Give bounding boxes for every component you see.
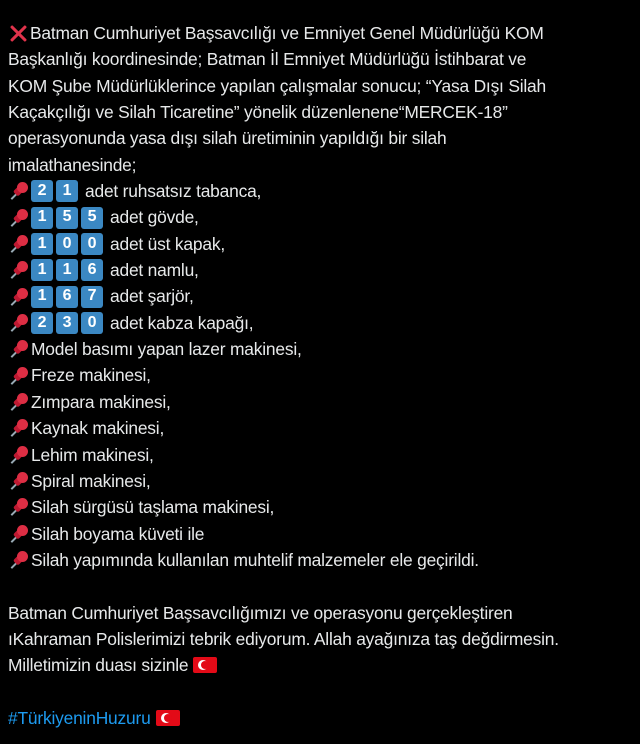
- intro-line: [8, 152, 632, 178]
- seized-item-label: Silah boyama küveti ile: [31, 523, 205, 544]
- keycap-digit: 1: [56, 259, 78, 281]
- pushpin-icon: [8, 417, 30, 439]
- hashtag-link[interactable]: #TürkiyeninHuzuru: [8, 707, 151, 728]
- intro-line: [8, 73, 632, 99]
- turkey-flag-icon: [156, 710, 180, 726]
- closing-line: [8, 626, 632, 652]
- intro-line: [8, 20, 632, 46]
- keycap-number: [31, 180, 81, 202]
- seized-item: [8, 415, 632, 441]
- seized-count-label: adet kabza kapağı,: [110, 312, 254, 333]
- seized-count-label: adet namlu,: [110, 260, 199, 281]
- seized-count-label: adet gövde,: [110, 207, 199, 228]
- keycap-number: [31, 312, 106, 334]
- seized-count-label: adet şarjör,: [110, 286, 194, 307]
- seized-item-label: Lehim makinesi,: [31, 444, 154, 465]
- pushpin-icon: [8, 233, 30, 255]
- intro-text: Kaçakçılığı ve Silah Ticaretine” yönelik düzenlenene“MERCEK-18”: [8, 102, 508, 123]
- intro-text: Başkanlığı koordinesinde; Batman İl Emniyet Müdürlüğü İstihbarat ve: [8, 49, 527, 70]
- pushpin-icon: [8, 338, 30, 360]
- keycap-digit: 0: [81, 233, 103, 255]
- seized-item-label: Model basımı yapan lazer makinesi,: [31, 339, 302, 360]
- seized-count-label: adet üst kapak,: [110, 233, 225, 254]
- seized-item-label: Silah sürgüsü taşlama makinesi,: [31, 497, 275, 518]
- seized-item: [8, 442, 632, 468]
- seized-count-item: [8, 257, 632, 283]
- seized-item: [8, 468, 632, 494]
- closing-line: [8, 652, 632, 678]
- keycap-digit: 0: [56, 233, 78, 255]
- intro-line: [8, 125, 632, 151]
- seized-count-item: [8, 204, 632, 230]
- seized-count-item: [8, 310, 632, 336]
- pushpin-icon: [8, 470, 30, 492]
- pushpin-icon: [8, 365, 30, 387]
- intro-line: [8, 46, 632, 72]
- seized-count-item: [8, 231, 632, 257]
- keycap-digit: 1: [31, 233, 53, 255]
- keycap-digit: 1: [56, 180, 78, 202]
- seized-item-label: Zımpara makinesi,: [31, 391, 171, 412]
- keycap-digit: 6: [81, 259, 103, 281]
- intro-text: imalathanesinde;: [8, 154, 137, 175]
- seized-item-label: Kaynak makinesi,: [31, 418, 165, 439]
- seized-item: [8, 362, 632, 388]
- seized-count-label: adet ruhsatsız tabanca,: [85, 181, 262, 202]
- keycap-number: [31, 259, 106, 281]
- keycap-digit: 7: [81, 286, 103, 308]
- pushpin-icon: [8, 391, 30, 413]
- seized-item: [8, 521, 632, 547]
- seized-item: [8, 547, 632, 573]
- seized-item-label: Freze makinesi,: [31, 365, 151, 386]
- keycap-number: [31, 233, 106, 255]
- seized-count-item: [8, 178, 632, 204]
- keycap-digit: 5: [81, 207, 103, 229]
- keycap-number: [31, 207, 106, 229]
- pushpin-icon: [8, 523, 30, 545]
- pushpin-icon: [8, 180, 30, 202]
- seized-item: [8, 389, 632, 415]
- keycap-digit: 5: [56, 207, 78, 229]
- cross-mark-icon: [8, 23, 28, 43]
- pushpin-icon: [8, 549, 30, 571]
- keycap-digit: 1: [31, 259, 53, 281]
- closing-text: ıKahraman Polislerimizi tebrik ediyorum. Allah ayağınıza taş değdirmesin.: [8, 628, 559, 649]
- pushpin-icon: [8, 207, 30, 229]
- intro-text: KOM Şube Müdürlüklerince yapılan çalışmalar sonucu; “Yasa Dışı Silah: [8, 75, 546, 96]
- keycap-digit: 2: [31, 180, 53, 202]
- seized-item: [8, 336, 632, 362]
- keycap-digit: 1: [31, 286, 53, 308]
- keycap-digit: 0: [81, 312, 103, 334]
- seized-item: [8, 494, 632, 520]
- keycap-digit: 1: [31, 207, 53, 229]
- keycap-digit: 3: [56, 312, 78, 334]
- pushpin-icon: [8, 444, 30, 466]
- keycap-number: [31, 286, 106, 308]
- pushpin-icon: [8, 286, 30, 308]
- closing-text: Milletimizin duası sizinle: [8, 655, 189, 676]
- turkey-flag-icon: [193, 657, 217, 673]
- intro-line: [8, 99, 632, 125]
- pushpin-icon: [8, 312, 30, 334]
- seized-item-label: Silah yapımında kullanılan muhtelif malzemeler ele geçirildi.: [31, 549, 479, 570]
- keycap-digit: 6: [56, 286, 78, 308]
- keycap-digit: 2: [31, 312, 53, 334]
- seized-item-label: Spiral makinesi,: [31, 470, 151, 491]
- closing-text: Batman Cumhuriyet Başsavcılığımızı ve operasyonu gerçekleştiren: [8, 602, 513, 623]
- closing-line: [8, 600, 632, 626]
- pushpin-icon: [8, 496, 30, 518]
- intro-text: operasyonunda yasa dışı silah üretiminin yapıldığı bir silah: [8, 128, 447, 149]
- seized-count-item: [8, 283, 632, 309]
- intro-text: Batman Cumhuriyet Başsavcılığı ve Emniyet Genel Müdürlüğü KOM: [30, 23, 544, 43]
- pushpin-icon: [8, 259, 30, 281]
